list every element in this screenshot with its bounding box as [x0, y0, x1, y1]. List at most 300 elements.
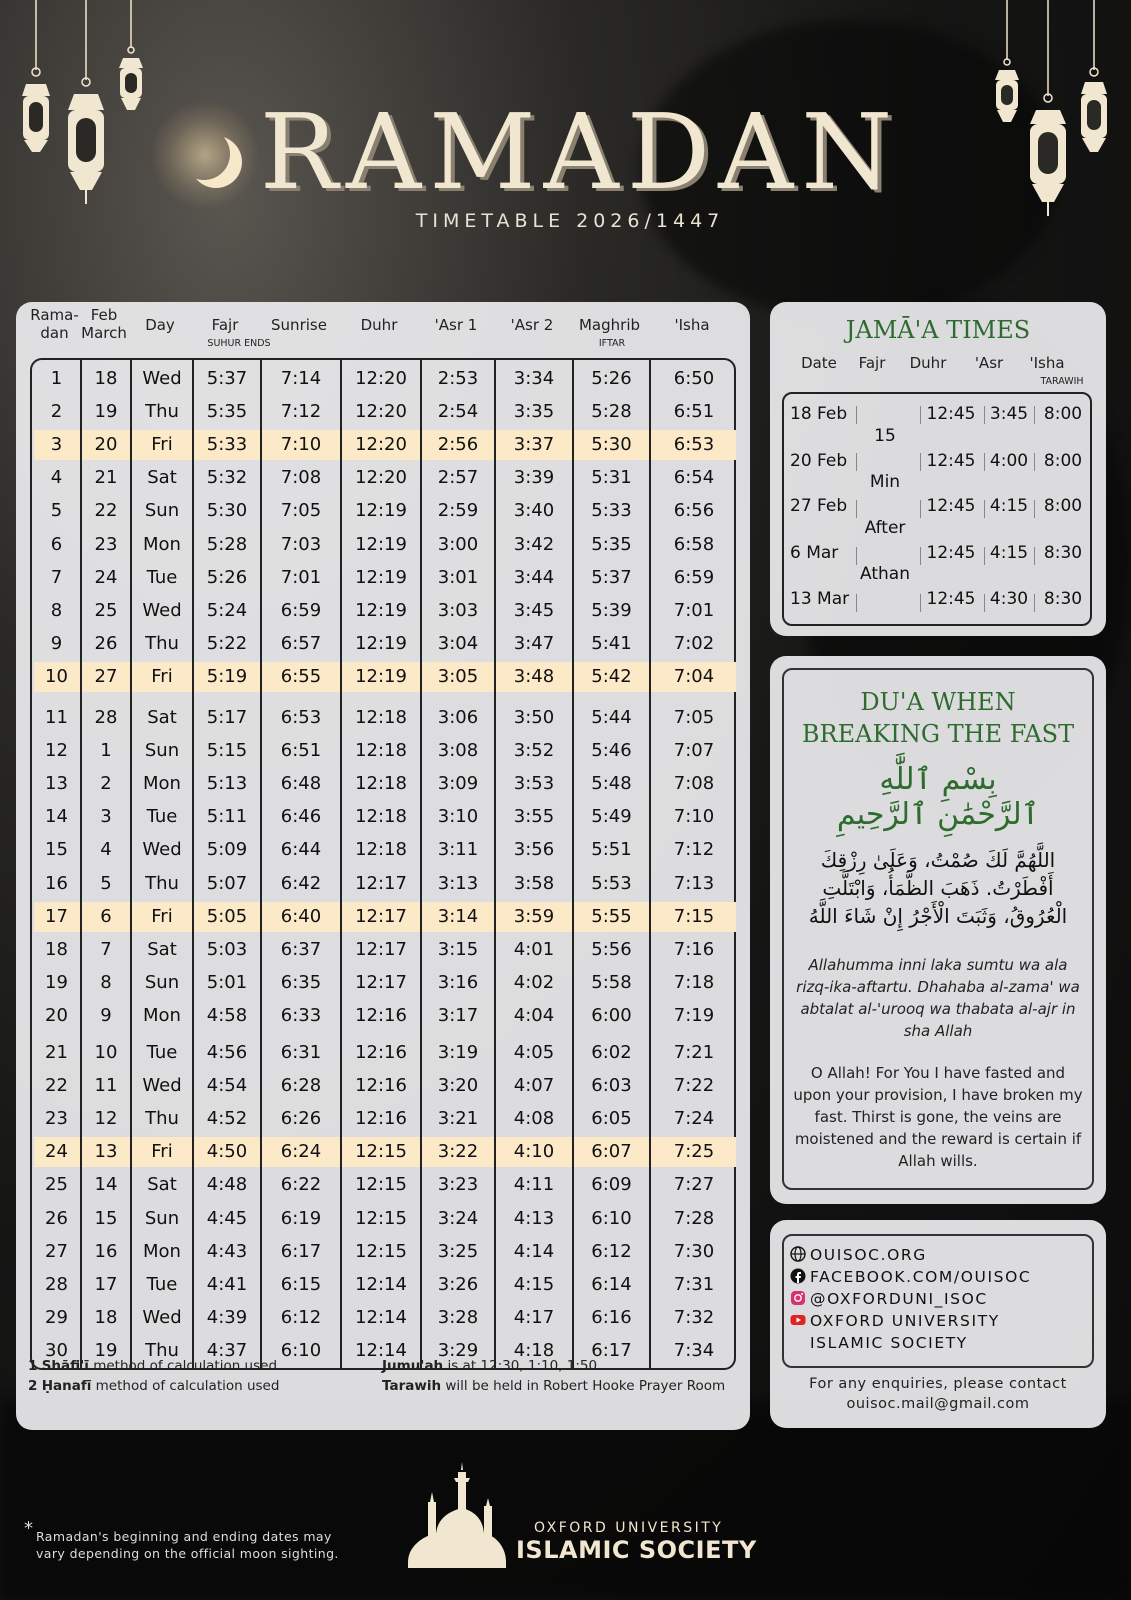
- table-cell: 12:16: [355, 1075, 407, 1097]
- table-cell: 15: [45, 839, 68, 861]
- table-cell: 12:17: [355, 938, 407, 960]
- table-cell: 3:44: [513, 566, 555, 588]
- table-cell: 4:08: [513, 1108, 555, 1130]
- table-cell: 6:53: [280, 707, 322, 728]
- table-cell: 3:45: [513, 599, 555, 621]
- table-cell: Wed: [142, 599, 182, 621]
- table-cell: 7:03: [280, 533, 322, 555]
- table-cell: Sat: [147, 1174, 177, 1196]
- table-cell: 4:52: [206, 1108, 248, 1130]
- table-cell: Tue: [146, 806, 178, 828]
- table-cell: 4:43: [206, 1240, 248, 1262]
- table-cell: Thu: [145, 1108, 179, 1130]
- jamaa-cell: 12:45: [926, 496, 976, 516]
- table-cell: 6:42: [280, 872, 322, 894]
- table-cell: 14: [94, 1174, 118, 1196]
- dua-title: DU'A WHEN BREAKING THE FAST: [801, 688, 1075, 748]
- table-cell: 20: [45, 1004, 68, 1026]
- table-cell: 3:26: [437, 1273, 479, 1295]
- table-cell: 3: [50, 434, 63, 456]
- table-cell: 5:41: [591, 632, 632, 654]
- dua-translation: O Allah! For You I have fasted and upon your provision, I have broken my fast. Thirst is gone, the veins are moistened and the reward is certain if Allah wills.: [793, 1064, 1083, 1170]
- table-cell: 3:24: [437, 1207, 479, 1229]
- table-cell: 6:59: [280, 599, 322, 621]
- jamaa-column-header: 'Isha: [1029, 354, 1065, 372]
- logo-org-name: ISLAMIC SOCIETY: [516, 1536, 757, 1564]
- jamaa-cell: 8:30: [1043, 589, 1083, 609]
- table-cell: 8: [50, 599, 63, 621]
- column-header: 'Isha: [674, 316, 710, 334]
- table-cell: 6:02: [591, 1042, 632, 1063]
- jamaa-column-header: 'Asr: [974, 354, 1004, 372]
- table-cell: 7:13: [673, 872, 715, 894]
- column-header: Rama- dan: [30, 306, 79, 342]
- table-cell: 7:28: [673, 1207, 715, 1229]
- fajr-note: SUHUR ENDS: [207, 338, 271, 349]
- jamaa-cell: 12:45: [926, 589, 976, 609]
- youtube-link-line2[interactable]: ISLAMIC SOCIETY: [810, 1334, 968, 1352]
- table-cell: 6:53: [673, 434, 715, 456]
- table-cell: 5:35: [206, 401, 248, 423]
- table-cell: 5:42: [591, 665, 632, 687]
- table-cell: Wed: [142, 368, 182, 389]
- table-cell: 4:18: [513, 1339, 555, 1361]
- table-cell: 12:19: [355, 566, 407, 588]
- table-cell: 3:14: [437, 905, 479, 927]
- table-cell: 4:14: [513, 1240, 555, 1262]
- table-cell: 4: [100, 839, 112, 861]
- table-cell: 6:51: [280, 740, 322, 762]
- table-cell: 5:37: [591, 566, 632, 588]
- table-cell: 7:21: [673, 1042, 715, 1063]
- table-cell: 12:17: [355, 971, 407, 993]
- table-cell: 5:46: [591, 740, 632, 762]
- table-cell: 3:25: [437, 1240, 479, 1262]
- table-cell: Mon: [143, 773, 181, 795]
- bismillah-calligraphy: بِسْمِ ٱللَّٰهِ ٱلرَّحْمَٰنِ ٱلرَّحِيمِ: [836, 762, 1040, 832]
- table-cell: 6:44: [280, 839, 322, 861]
- table-cell: 6:58: [673, 533, 715, 555]
- table-cell: 12:14: [355, 1273, 407, 1295]
- jamaa-title: JAMĀ'A TIMES: [845, 316, 1031, 344]
- table-cell: 6:35: [280, 971, 322, 993]
- maghrib-note: IFTAR: [598, 338, 626, 349]
- table-cell: 5:49: [591, 806, 632, 828]
- table-cell: 12:15: [355, 1141, 407, 1163]
- lantern-icon: [990, 0, 1024, 130]
- table-cell: Mon: [143, 1004, 181, 1026]
- table-cell: 3:15: [437, 938, 479, 960]
- table-cell: 14: [45, 806, 68, 828]
- footnote-hanafi: 2 Ḥanafī method of calculation used: [28, 1378, 280, 1394]
- table-cell: Tue: [146, 1273, 178, 1295]
- instagram-link[interactable]: @OXFORDUNI_ISOC: [790, 1288, 988, 1310]
- table-cell: 4:11: [513, 1174, 555, 1196]
- table-cell: 11: [45, 707, 68, 728]
- table-cell: 7:18: [673, 971, 715, 993]
- table-cell: 3:59: [513, 905, 555, 927]
- table-cell: 15: [94, 1207, 118, 1229]
- table-cell: 6:26: [280, 1108, 322, 1130]
- website-link[interactable]: OUISOC.ORG: [790, 1244, 927, 1266]
- table-cell: 7:14: [280, 368, 322, 389]
- jamaa-cell: 8:00: [1043, 451, 1083, 471]
- table-cell: Thu: [145, 401, 179, 423]
- table-cell: 6: [50, 533, 63, 555]
- table-cell: 3:04: [437, 632, 479, 654]
- table-cell: 3:55: [513, 806, 555, 828]
- table-cell: 3:19: [437, 1042, 479, 1063]
- youtube-link[interactable]: OXFORD UNIVERSITY: [790, 1310, 1000, 1332]
- table-cell: 11: [94, 1075, 118, 1097]
- table-cell: 17: [94, 1273, 118, 1295]
- jamaa-divider: [856, 406, 857, 424]
- table-cell: 6:12: [591, 1240, 632, 1262]
- table-cell: 5:30: [206, 500, 248, 522]
- moon-sighting-note: * Ramadan's beginning and ending dates may vary depending on the official moon sighting.: [24, 1518, 339, 1561]
- jamaa-divider: [1034, 453, 1035, 471]
- mosque-logo-icon: [408, 1462, 508, 1570]
- table-cell: 18: [94, 1306, 118, 1328]
- table-cell: 21: [94, 467, 118, 489]
- table-cell: 4: [50, 467, 63, 489]
- table-cell: 26: [45, 1207, 68, 1229]
- table-cell: 13: [94, 1141, 118, 1163]
- table-cell: 6:56: [673, 500, 715, 522]
- table-cell: 4:45: [206, 1207, 248, 1229]
- table-cell: 6:50: [673, 368, 715, 389]
- table-cell: 26: [94, 632, 118, 654]
- lantern-icon: [60, 0, 112, 210]
- table-cell: 5:37: [206, 368, 248, 389]
- table-cell: 18: [94, 368, 118, 389]
- globe-icon: [790, 1246, 806, 1262]
- table-cell: 3:39: [513, 467, 555, 489]
- table-cell: 3:03: [437, 599, 479, 621]
- table-cell: 2:56: [437, 434, 479, 456]
- column-header: Fajr: [211, 316, 239, 334]
- table-cell: 3:16: [437, 971, 479, 993]
- table-cell: 6:17: [591, 1339, 632, 1361]
- table-cell: 7:05: [280, 500, 322, 522]
- table-cell: 4:13: [513, 1207, 555, 1229]
- email-link[interactable]: ouisoc.mail@gmail.com: [846, 1396, 1030, 1412]
- lantern-icon: [14, 0, 58, 160]
- table-cell: 3:37: [513, 434, 555, 456]
- table-cell: 7:22: [673, 1075, 715, 1097]
- jamaa-cell: 18 Feb: [790, 404, 848, 424]
- table-cell: 6:40: [280, 905, 322, 927]
- table-cell: 5:28: [206, 533, 248, 555]
- table-cell: 27: [94, 665, 118, 687]
- table-cell: 3:28: [437, 1306, 479, 1328]
- jamaa-cell: 8:00: [1043, 404, 1083, 424]
- table-cell: 5:58: [591, 971, 632, 993]
- table-cell: Thu: [145, 872, 179, 894]
- table-cell: 5:39: [591, 599, 632, 621]
- table-cell: 5:30: [591, 434, 632, 456]
- table-cell: 7:12: [280, 401, 322, 423]
- facebook-link[interactable]: FACEBOOK.COM/OUISOC: [790, 1266, 1031, 1288]
- table-cell: 5:51: [591, 839, 632, 861]
- table-cell: 7:10: [280, 434, 322, 456]
- table-cell: 5:09: [206, 839, 248, 861]
- table-cell: 12:19: [355, 665, 407, 687]
- table-cell: 4:05: [513, 1042, 555, 1063]
- lantern-icon: [1074, 0, 1114, 170]
- table-cell: 28: [94, 707, 118, 728]
- fajr-jamaa-note: Athan: [860, 564, 910, 584]
- jamaa-divider: [1034, 500, 1035, 518]
- table-cell: 1: [100, 740, 112, 762]
- table-cell: 12: [45, 740, 68, 762]
- table-cell: 24: [94, 566, 118, 588]
- table-cell: 7:12: [673, 839, 715, 861]
- jamaa-divider: [856, 594, 857, 612]
- table-cell: 4:17: [513, 1306, 555, 1328]
- table-cell: 10: [94, 1042, 118, 1063]
- table-cell: 7:24: [673, 1108, 715, 1130]
- facebook-icon: [790, 1268, 806, 1284]
- table-cell: 5:01: [206, 971, 248, 993]
- table-cell: 4:37: [206, 1339, 248, 1361]
- table-cell: 12:20: [355, 368, 407, 389]
- table-cell: 18: [45, 938, 68, 960]
- table-cell: 12:14: [355, 1306, 407, 1328]
- table-cell: 12:18: [355, 839, 407, 861]
- table-cell: 7:07: [673, 740, 715, 762]
- table-cell: 7:31: [673, 1273, 715, 1295]
- table-cell: 12:19: [355, 632, 407, 654]
- table-cell: 13: [45, 773, 68, 795]
- jamaa-cell: 27 Feb: [790, 496, 848, 516]
- table-cell: 2:59: [437, 500, 479, 522]
- column-header: 'Asr 1: [434, 316, 478, 334]
- table-cell: 3:56: [513, 839, 555, 861]
- table-cell: Tue: [146, 566, 178, 588]
- table-cell: 12:19: [355, 533, 407, 555]
- table-cell: Sun: [144, 971, 180, 993]
- table-cell: 6:03: [591, 1075, 632, 1097]
- table-cell: 3:50: [513, 707, 555, 728]
- table-cell: 6:57: [280, 632, 322, 654]
- table-cell: 4:39: [206, 1306, 248, 1328]
- dua-arabic: اللَّهُمَّ لَكَ صُمْتُ، وَعَلَىٰ رِزْقِكَ أَفْطَرْتُ. ذَهَبَ الظَّمَأُ، وَابْتَلَّتِ الْعُرُوقُ، وَثَبَتَ الْأَجْرُ إِنْ شَاءَ اللَّهُ: [808, 848, 1068, 928]
- table-cell: 5: [50, 500, 63, 522]
- table-cell: Thu: [145, 1339, 179, 1361]
- table-cell: 7: [100, 938, 112, 960]
- table-cell: 5:13: [206, 773, 248, 795]
- jamaa-cell: 12:45: [926, 543, 976, 563]
- table-cell: 7:15: [673, 905, 715, 927]
- table-cell: 3:42: [513, 533, 555, 555]
- table-cell: 7:10: [673, 806, 715, 828]
- table-cell: 12:15: [355, 1174, 407, 1196]
- jamaa-column-header: Duhr: [909, 354, 947, 372]
- table-cell: Fri: [151, 1141, 173, 1163]
- table-cell: 5:33: [591, 500, 632, 522]
- table-cell: 3:21: [437, 1108, 479, 1130]
- contact-panel: [770, 1220, 1106, 1428]
- table-cell: 6:05: [591, 1108, 632, 1130]
- table-cell: 3:58: [513, 872, 555, 894]
- column-header: Feb March: [81, 306, 127, 342]
- table-cell: 7:04: [673, 665, 715, 687]
- table-cell: 6:16: [591, 1306, 632, 1328]
- table-cell: 16: [45, 872, 68, 894]
- timetable-grid: [30, 358, 736, 1370]
- table-cell: 12:14: [355, 1339, 407, 1361]
- jamaa-grid: [782, 392, 1092, 626]
- fajr-jamaa-note: After: [864, 518, 906, 538]
- table-cell: 3:06: [437, 707, 479, 728]
- crescent-moon-icon: [178, 128, 230, 180]
- table-cell: 28: [45, 1273, 68, 1295]
- table-cell: Sat: [147, 467, 177, 489]
- table-cell: Sun: [144, 740, 180, 762]
- table-cell: 4:41: [206, 1273, 248, 1295]
- table-cell: 3:23: [437, 1174, 479, 1196]
- table-cell: Fri: [151, 434, 173, 456]
- table-cell: 6:22: [280, 1174, 322, 1196]
- table-cell: 5:32: [206, 467, 248, 489]
- jamaa-cell: 4:15: [989, 543, 1029, 563]
- table-cell: 6:07: [591, 1141, 632, 1163]
- table-cell: 6:10: [280, 1339, 322, 1361]
- table-cell: 5:56: [591, 938, 632, 960]
- table-cell: Sun: [144, 1207, 180, 1229]
- table-cell: 25: [45, 1174, 68, 1196]
- table-cell: 12:20: [355, 401, 407, 423]
- table-cell: 3:29: [437, 1339, 479, 1361]
- table-cell: 12:15: [355, 1207, 407, 1229]
- table-cell: 6: [100, 905, 112, 927]
- table-cell: 12:19: [355, 599, 407, 621]
- table-cell: 7:25: [673, 1141, 715, 1163]
- table-cell: 23: [94, 533, 118, 555]
- table-cell: 5:48: [591, 773, 632, 795]
- table-cell: 3:20: [437, 1075, 479, 1097]
- column-header: Maghrib: [578, 316, 641, 334]
- table-cell: 12:19: [355, 500, 407, 522]
- table-cell: 3:09: [437, 773, 479, 795]
- table-cell: 3:22: [437, 1141, 479, 1163]
- table-cell: 7:05: [673, 707, 715, 728]
- table-cell: 6:37: [280, 938, 322, 960]
- table-cell: 12:18: [355, 806, 407, 828]
- table-cell: 3:01: [437, 566, 479, 588]
- lantern-icon: [1022, 0, 1074, 220]
- page-title: RAMADAN: [259, 91, 901, 213]
- table-cell: 3:11: [437, 839, 479, 861]
- table-cell: 5:15: [206, 740, 248, 762]
- jamaa-column-header: Date: [801, 354, 837, 372]
- table-cell: 16: [94, 1240, 118, 1262]
- youtube-icon: [790, 1312, 806, 1328]
- table-cell: 3:47: [513, 632, 555, 654]
- column-header: Day: [145, 316, 175, 334]
- table-cell: 4:07: [513, 1075, 555, 1097]
- jamaa-cell: 12:45: [926, 451, 976, 471]
- table-cell: 5:44: [591, 707, 632, 728]
- table-cell: 6:10: [591, 1207, 632, 1229]
- table-cell: 6:46: [280, 806, 322, 828]
- table-cell: 3:48: [513, 665, 555, 687]
- table-cell: 3:08: [437, 740, 479, 762]
- table-cell: 12:17: [355, 905, 407, 927]
- table-cell: 2: [100, 773, 112, 795]
- jamaa-cell: 8:00: [1043, 496, 1083, 516]
- table-cell: 25: [94, 599, 118, 621]
- lantern-icon: [114, 0, 148, 120]
- table-cell: 2:57: [437, 467, 479, 489]
- table-cell: 5:33: [206, 434, 248, 456]
- jamaa-cell: 12:45: [926, 404, 976, 424]
- table-cell: 12:16: [355, 1108, 407, 1130]
- table-cell: 5:26: [206, 566, 248, 588]
- instagram-icon: [790, 1290, 806, 1306]
- column-header: Sunrise: [271, 316, 327, 334]
- table-cell: 4:56: [206, 1042, 248, 1063]
- table-cell: 6:55: [280, 665, 322, 687]
- jamaa-divider: [1034, 406, 1035, 424]
- table-cell: 3:35: [513, 401, 555, 423]
- table-cell: Wed: [142, 839, 182, 861]
- table-cell: 12:16: [355, 1042, 407, 1063]
- table-cell: 7: [50, 566, 63, 588]
- table-cell: 12:18: [355, 707, 407, 728]
- table-cell: 29: [45, 1306, 68, 1328]
- table-cell: 22: [94, 500, 118, 522]
- table-cell: 6:09: [591, 1174, 632, 1196]
- table-cell: 19: [45, 971, 68, 993]
- table-cell: 2: [50, 401, 63, 423]
- table-cell: 5:11: [206, 806, 248, 828]
- isha-note: TARAWIH: [1040, 376, 1084, 387]
- table-cell: Sun: [144, 500, 180, 522]
- table-cell: 7:19: [673, 1004, 715, 1026]
- table-cell: 6:00: [591, 1004, 632, 1026]
- table-cell: 12:18: [355, 773, 407, 795]
- jumuah-note: Jumu'ah is at 12:30, 1:10, 1:50: [382, 1358, 598, 1374]
- table-cell: 4:02: [513, 971, 555, 993]
- table-cell: 6:17: [280, 1240, 322, 1262]
- table-cell: 6:19: [280, 1207, 322, 1229]
- table-cell: Fri: [151, 665, 173, 687]
- jamaa-cell: 4:15: [989, 496, 1029, 516]
- table-cell: 3:53: [513, 773, 555, 795]
- table-cell: Sat: [147, 938, 177, 960]
- table-cell: 12:17: [355, 872, 407, 894]
- table-cell: 3:52: [513, 740, 555, 762]
- table-cell: 12:20: [355, 434, 407, 456]
- jamaa-cell: 20 Feb: [790, 451, 848, 471]
- table-cell: 2:53: [437, 368, 479, 389]
- table-cell: 5:55: [591, 905, 632, 927]
- column-header: Duhr: [360, 316, 398, 334]
- table-cell: Sat: [147, 707, 177, 728]
- table-cell: 7:32: [673, 1306, 715, 1328]
- column-header: 'Asr 2: [510, 316, 554, 334]
- table-cell: 6:33: [280, 1004, 322, 1026]
- table-cell: 7:02: [673, 632, 715, 654]
- table-cell: 4:54: [206, 1075, 248, 1097]
- table-cell: 6:12: [280, 1306, 322, 1328]
- table-cell: 5:31: [591, 467, 632, 489]
- table-cell: 19: [94, 401, 118, 423]
- table-cell: 3:00: [437, 533, 479, 555]
- table-cell: 3:05: [437, 665, 479, 687]
